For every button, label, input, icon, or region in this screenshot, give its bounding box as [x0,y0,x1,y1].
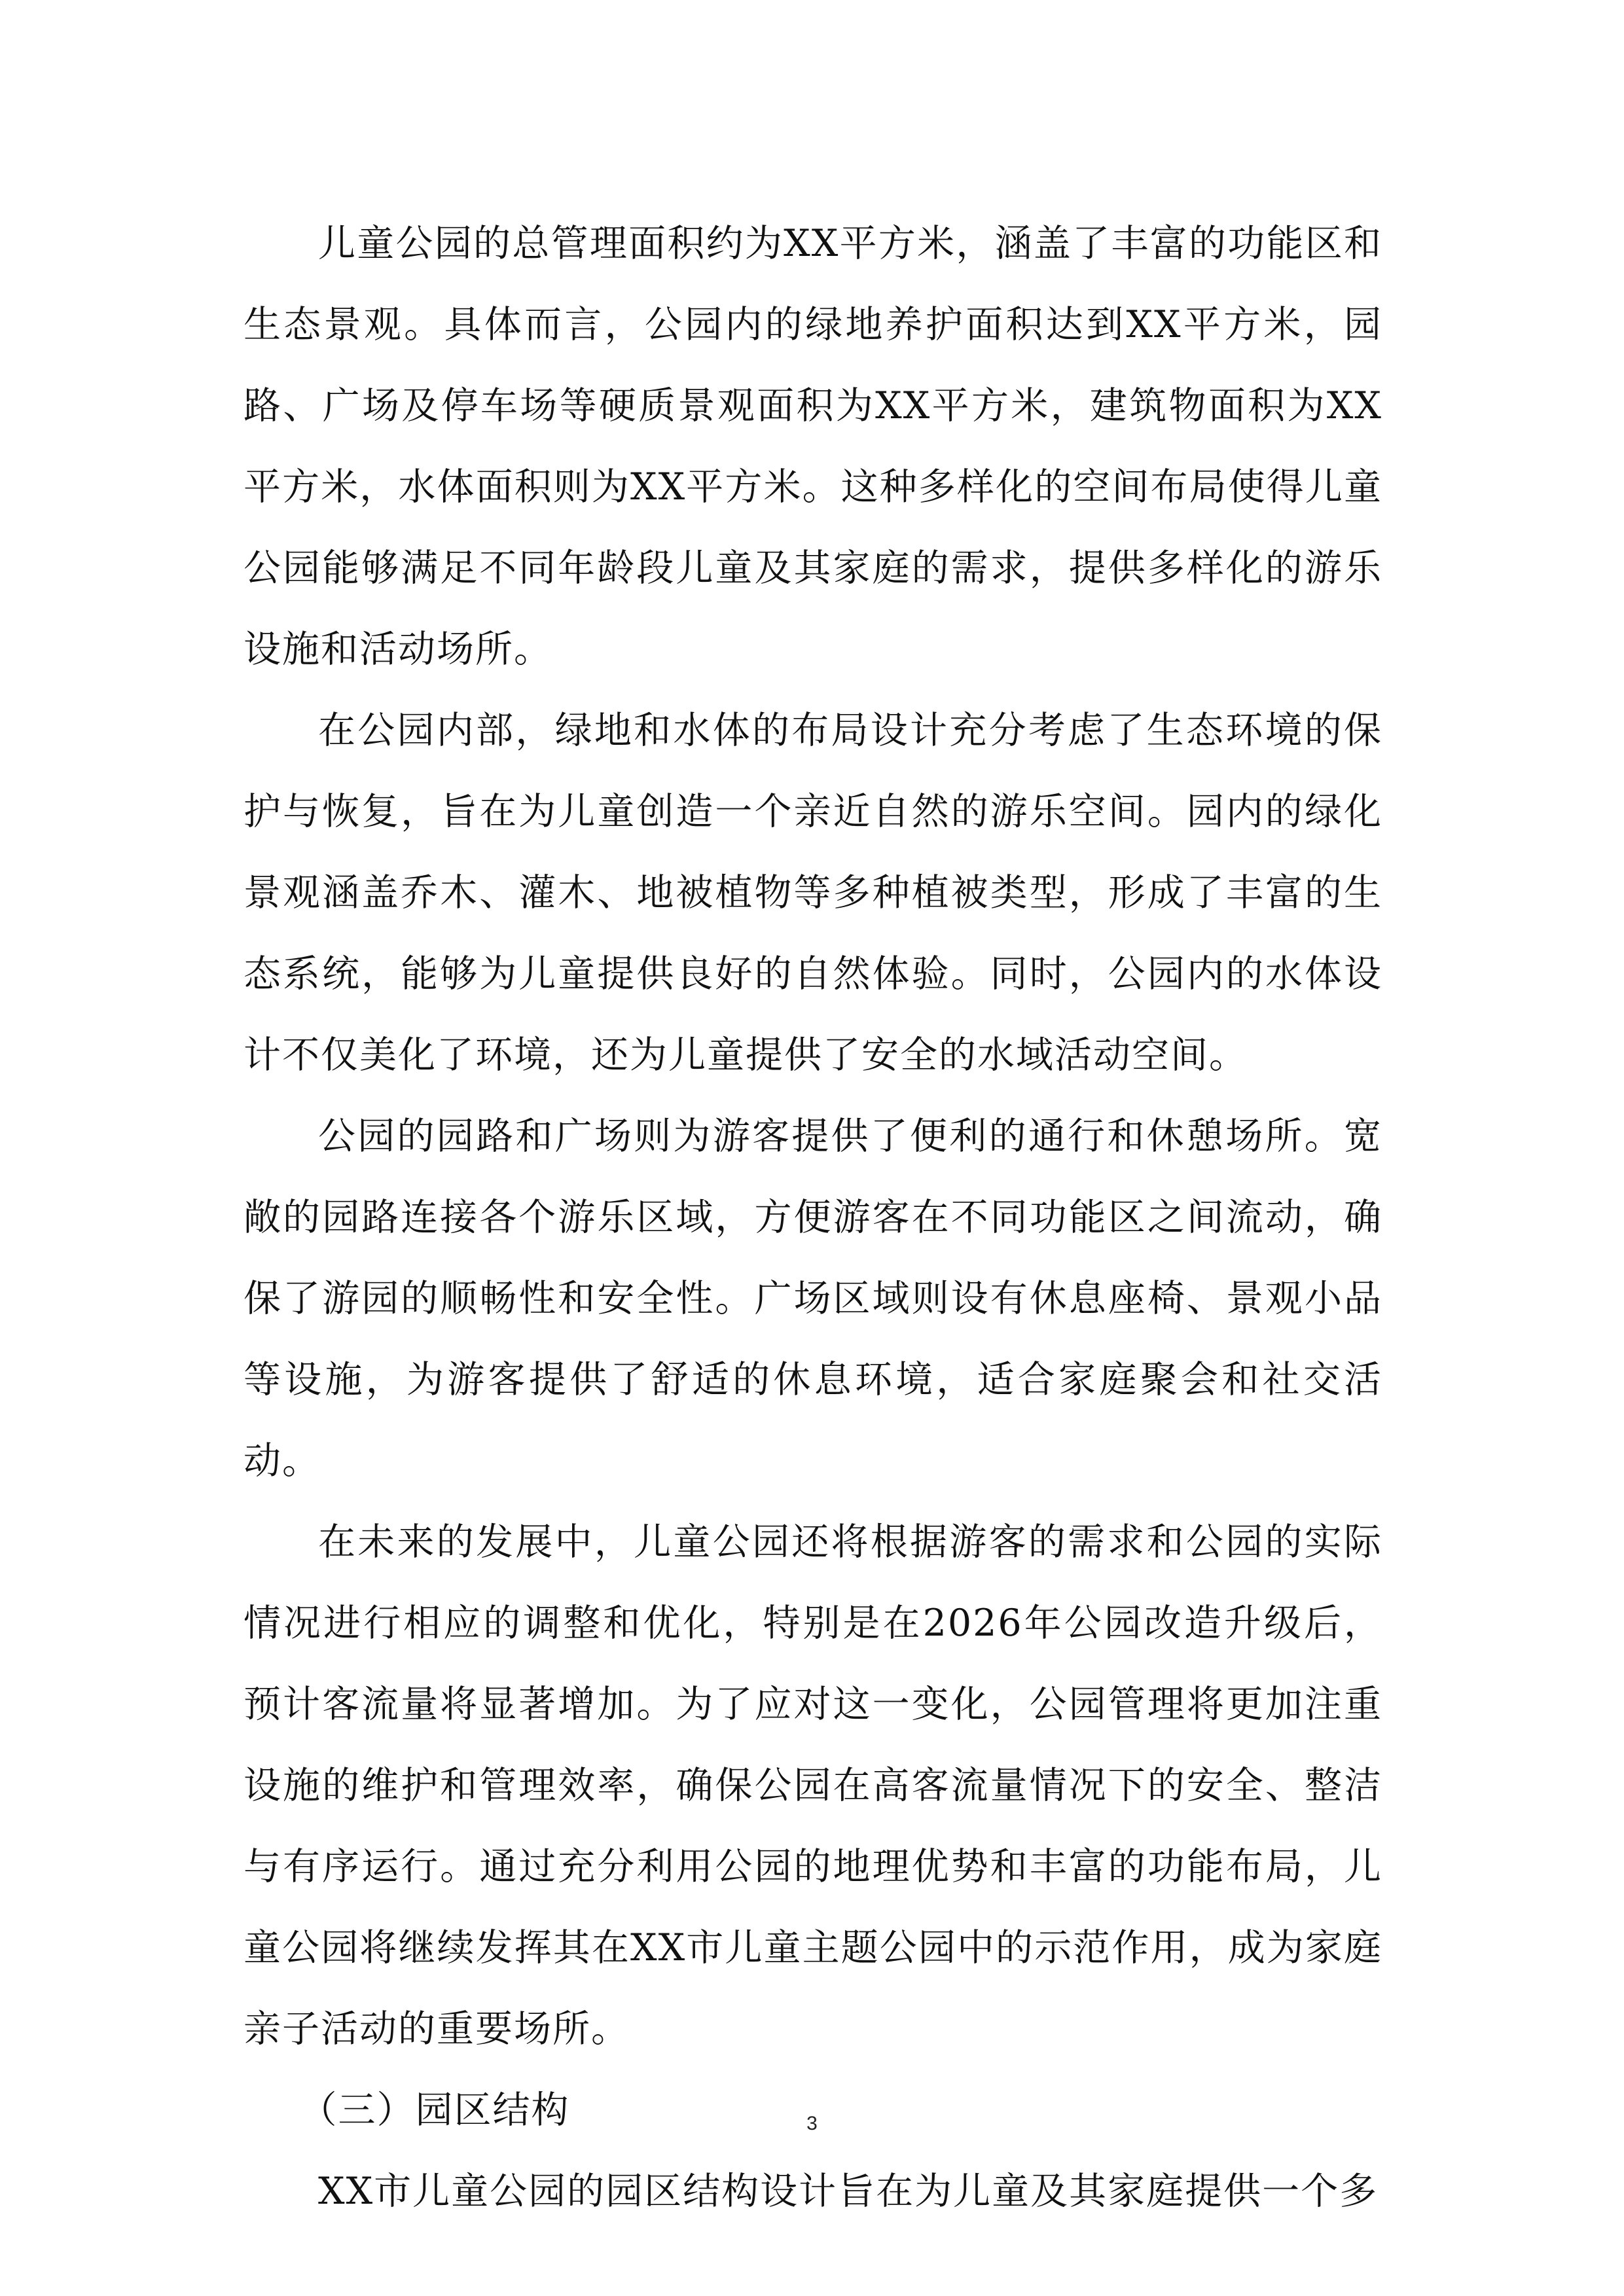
paragraph-area-overview: 儿童公园的总管理面积约为XX平方米，涵盖了丰富的功能区和生态景观。具体而言，公园内的绿地养护面积达到XX平方米，园路、广场及停车场等硬质景观面积为XX平方米，建筑物面积为XX平方米，水体面积则为XX平方米。这种多样化的空间布局使得儿童公园能够满足不同年龄段儿童及其家庭的需求，提供多样化的游乐设施和活动场所。 [244,222,1382,671]
section-heading: （三）园区结构 [299,2089,570,2132]
page-number: 3 [806,2113,818,2134]
paragraph-greenery-water: 在公园内部，绿地和水体的布局设计充分考虑了生态环境的保护与恢复，旨在为儿童创造一个亲近自然的游乐空间。园内的绿化景观涵盖乔木、灌木、地被植物等多种植被类型，形成了丰富的生态系统，能够为儿童提供良好的自然体验。同时，公园内的水体设计不仅美化了环境，还为儿童提供了安全的水域活动空间。 [244,709,1382,1077]
paragraph-future-development: 在未来的发展中，儿童公园还将根据游客的需求和公园的实际情况进行相应的调整和优化，特别是在2026年公园改造升级后，预计客流量将显著增加。为了应对这一变化，公园管理将更加注重设施的维护和管理效率，确保公园在高客流量情况下的安全、整洁与有序运行。通过充分利用公园的地理优势和丰富的功能布局，儿童公园将继续发挥其在XX市儿童主题公园中的示范作用，成为家庭亲子活动的重要场所。 [244,1520,1382,2051]
document-body [244,203,1382,2232]
paragraph-roads-plazas: 公园的园路和广场则为游客提供了便利的通行和休憩场所。宽敞的园路连接各个游乐区域，方便游客在不同功能区之间流动，确保了游园的顺畅性和安全性。广场区域则设有休息座椅、景观小品等设施，为游客提供了舒适的休息环境，适合家庭聚会和社交活动。 [244,1115,1382,1482]
paragraph-park-structure: XX市儿童公园的园区结构设计旨在为儿童及其家庭提供一个多 [318,2170,1379,2213]
